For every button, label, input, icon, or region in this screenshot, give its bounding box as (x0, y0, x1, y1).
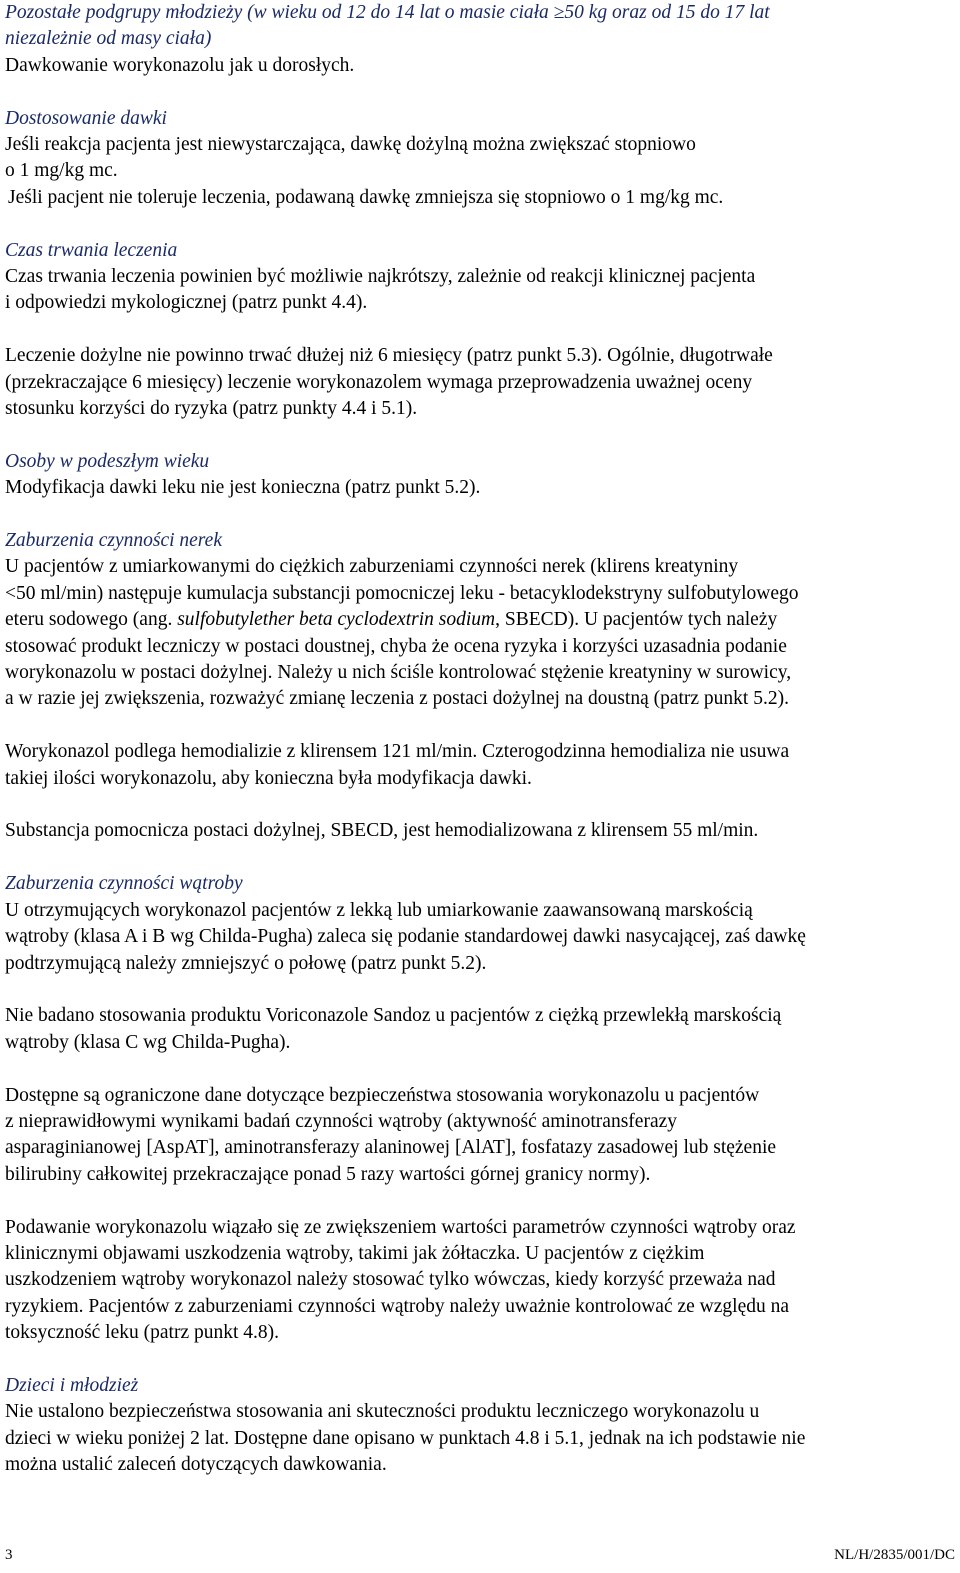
section-heading: Pozostałe podgrupy młodzieży (w wieku od 12 do 14 lat o masie ciała ≥50 kg oraz od 15 do 17 lat (5, 2, 770, 23)
paragraph (5, 1215, 955, 1347)
paragraph (5, 1003, 955, 1056)
paragraph-line: Czas trwania leczenia powinien być możliwie najkrótszy, zależnie od reakcji klinicznej pacjenta (5, 266, 756, 288)
paragraph (5, 739, 955, 792)
paragraph-line: U pacjentów z umiarkowanymi do ciężkich zaburzeniami czynności nerek (klirens kreatyniny (5, 556, 739, 578)
section-dose-adjustment (5, 106, 955, 212)
paragraph-line: Dostępne są ograniczone dane dotyczące bezpieczeństwa stosowania worykonazolu u pacjentów (5, 1084, 760, 1106)
paragraph-line: stosować produkt leczniczy w postaci doustnej, chyba że ocena ryzyka i korzyści uzasadnia podanie (5, 635, 787, 657)
paragraph-line: Modyfikacja dawki leku nie jest konieczna (patrz punkt 5.2). (5, 477, 481, 499)
section-children (5, 1373, 955, 1479)
italic-term: sulfobutylether beta cyclodextrin sodium (177, 609, 496, 631)
section-heading: Zaburzenia czynności nerek (5, 530, 222, 552)
paragraph-line: wątroby (klasa A i B wg Childa-Pugha) zaleca się podanie standardowej dawki nasycającej, zaś dawkę (5, 926, 806, 948)
paragraph-line: (przekraczające 6 miesięcy) leczenie worykonazolem wymaga przeprowadzenia uważnej oceny (5, 371, 753, 393)
paragraph-line: asparaginianowej [AspAT], aminotransferazy alaninowej [AlAT], fosfatazy zasadowej lub stężenie (5, 1137, 777, 1159)
paragraph-line: z nieprawidłowymi wynikami badań czynności wątroby (aktywność aminotransferazy (5, 1110, 677, 1132)
paragraph-line: Worykonazol podlega hemodializie z klirensem 121 ml/min. Czterogodzinna hemodializa nie usuwa (5, 741, 790, 763)
paragraph-line: Jeśli pacjent nie toleruje leczenia, podawaną dawkę zmniejsza się stopniowo o 1 mg/kg mc. (8, 186, 724, 208)
document-page (5, 0, 955, 1505)
section-heading: Zaburzenia czynności wątroby (5, 873, 243, 895)
paragraph (5, 1083, 955, 1189)
section-hepatic (5, 871, 955, 977)
paragraph-line: podtrzymującą należy zmniejszyć o połowę (patrz punkt 5.2). (5, 952, 487, 974)
text-run: , SBECD). U pacjentów tych należy (495, 609, 778, 631)
paragraph-line: a w razie jej zwiększenia, rozważyć zmianę leczenia z postaci dożylnej na doustną (patrz punkt 5.2). (5, 688, 789, 710)
section-elderly (5, 449, 955, 502)
document-code: NL/H/2835/001/DC (834, 1547, 955, 1563)
paragraph-line: Jeśli reakcja pacjenta jest niewystarczająca, dawkę dożylną można zwiększać stopniowo (5, 134, 696, 156)
paragraph-line: <50 ml/min) następuje kumulacja substancji pomocniczej leku - betacyklodekstryny sulfobutylowego (5, 582, 799, 604)
paragraph-line: i odpowiedzi mykologicznej (patrz punkt 4.4). (5, 292, 368, 314)
paragraph-line: Nie badano stosowania produktu Voriconazole Sandoz u pacjentów z ciężką przewlekłą marskością (5, 1005, 782, 1027)
paragraph-line: Nie ustalono bezpieczeństwa stosowania ani skuteczności produktu leczniczego worykonazolu u (5, 1401, 760, 1423)
section-heading: Dzieci i młodzież (5, 1374, 139, 1396)
paragraph-line: klinicznymi objawami uszkodzenia wątroby, takimi jak żółtaczka. U pacjentów z ciężkim (5, 1242, 705, 1264)
paragraph-line: bilirubiny całkowitej przekraczające ponad 5 razy wartości górnej granicy normy). (5, 1163, 651, 1185)
section-renal (5, 528, 955, 713)
paragraph (5, 818, 955, 844)
paragraph-line: można ustalić zaleceń dotyczących dawkowania. (5, 1454, 387, 1476)
paragraph-line: Substancja pomocnicza postaci dożylnej, SBECD, jest hemodializowana z klirensem 55 ml/min. (5, 820, 759, 842)
paragraph-line: toksyczność leku (patrz punkt 4.8). (5, 1322, 280, 1344)
section-heading: Osoby w podeszłym wieku (5, 450, 210, 472)
page-number: 3 (5, 1547, 13, 1563)
paragraph-line: U otrzymujących worykonazol pacjentów z lekką lub umiarkowanie zaawansowaną marskością (5, 899, 753, 921)
paragraph-line: stosunku korzyści do ryzyka (patrz punkty 4.4 i 5.1). (5, 398, 418, 420)
paragraph-line (5, 607, 955, 633)
paragraph-line: Podawanie worykonazolu wiązało się ze zwiększeniem wartości parametrów czynności wątroby oraz (5, 1216, 796, 1238)
section-heading: Czas trwania leczenia (5, 239, 178, 261)
section-duration (5, 238, 955, 317)
section-heading: Dostosowanie dawki (5, 107, 167, 129)
paragraph-line: wątroby (klasa C wg Childa-Pugha). (5, 1031, 291, 1053)
section-heading: niezależnie od masy ciała) (5, 28, 212, 50)
paragraph-line: Dawkowanie worykonazolu jak u dorosłych. (5, 54, 355, 76)
paragraph-line: ryzykiem. Pacjentów z zaburzeniami czynności wątroby należy uważnie kontrolować ze względu na (5, 1295, 790, 1317)
paragraph-line: worykonazolu w postaci dożylnej. Należy u nich ściśle kontrolować stężenie kreatyniny w surowicy, (5, 662, 792, 684)
paragraph-line: uszkodzeniem wątroby worykonazol należy stosować tylko wówczas, kiedy korzyść przeważa nad (5, 1269, 776, 1291)
section-pediatric-other (5, 0, 955, 79)
paragraph (5, 343, 955, 422)
paragraph-line: o 1 mg/kg mc. (5, 160, 118, 182)
paragraph-line: takiej ilości worykonazolu, aby konieczna była modyfikacja dawki. (5, 767, 532, 789)
paragraph-line: dzieci w wieku poniżej 2 lat. Dostępne dane opisano w punktach 4.8 i 5.1, jednak na ich podstawie nie (5, 1427, 806, 1449)
paragraph-line: Leczenie dożylne nie powinno trwać dłużej niż 6 miesięcy (patrz punkt 5.3). Ogólnie, długotrwałe (5, 345, 773, 367)
text-run: eteru sodowego (ang. (5, 609, 178, 631)
